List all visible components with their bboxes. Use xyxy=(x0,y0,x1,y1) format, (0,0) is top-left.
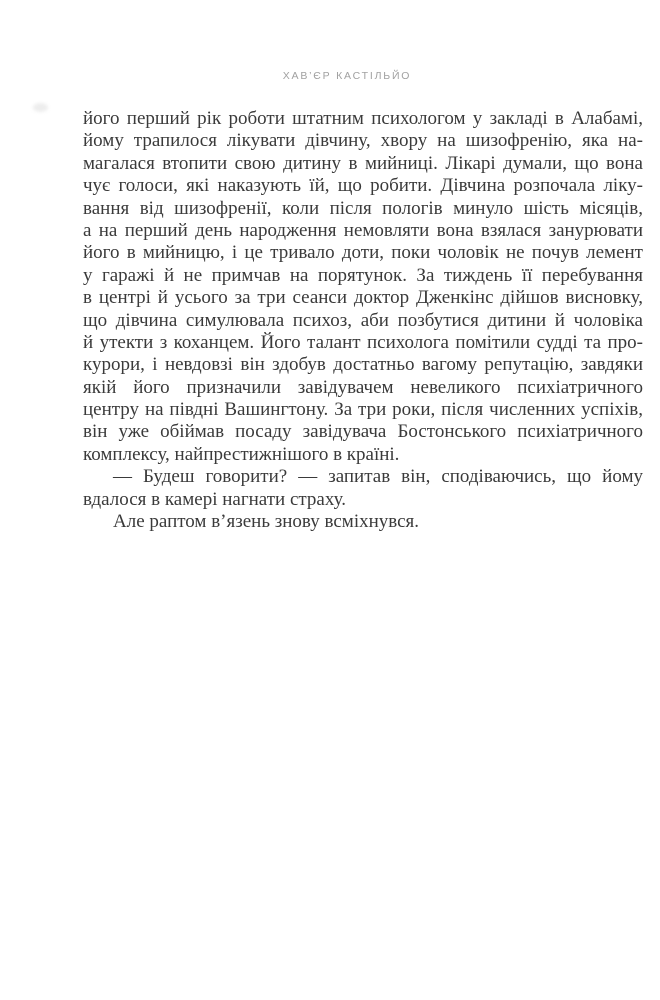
text-line: Але раптом в’язень знову всміхнувся. xyxy=(113,511,420,533)
text-line: — Будеш говорити? — запитав він, сподіваючись, що йому xyxy=(113,466,643,488)
text-line: магалася втопити свою дитину в мийниці. Лікарі думали, що вона xyxy=(83,152,643,174)
text-line: й утекти з коханцем. Його талант психолога помітили судді та про- xyxy=(83,331,643,353)
text-line: у гаражі й не примчав на порятунок. За тиждень її перебування xyxy=(83,264,643,286)
text-line: центру на півдні Вашингтону. За три роки, після численних успіхів, xyxy=(83,399,643,421)
text-line: а на перший день народження немовляти вона взялася занурювати xyxy=(83,219,643,241)
text-line: в центрі й усього за три сеанси доктор Дженкінс дійшов висновку, xyxy=(83,287,643,309)
text-line: вання від шизофренії, коли після пологів минуло шість місяців, xyxy=(83,197,643,219)
text-line: комплексу, найпрестижнішого в країні. xyxy=(83,443,400,465)
page-body xyxy=(83,108,643,533)
text-line: якій його призначили завідувачем невеликого психіатричного xyxy=(83,376,643,398)
text-line: чує голоси, які наказують їй, що робити. Дівчина розпочала ліку- xyxy=(83,175,643,197)
text-line: що дівчина симулювала психоз, аби позбутися дитини й чоловіка xyxy=(83,309,643,331)
text-line: його в мийницю, і це тривало доти, поки чоловік не почув лемент xyxy=(83,242,643,264)
text-line: він уже обіймав посаду завідувача Бостонського психіатричного xyxy=(83,421,643,443)
text-line: його перший рік роботи штатним психологом у закладі в Алабамі, xyxy=(83,108,643,129)
text-line: йому трапилося лікувати дівчину, хвору на шизофренію, яка на- xyxy=(83,130,643,152)
text-line: вдалося в камері нагнати страху. xyxy=(83,488,346,510)
text-line: курори, і невдовзі він здобув достатньо вагому репутацію, завдяки xyxy=(83,354,643,376)
running-header-author: ХАВ’ЄР КАСТІЛЬЙО xyxy=(282,70,412,82)
scan-artifact xyxy=(33,103,48,112)
